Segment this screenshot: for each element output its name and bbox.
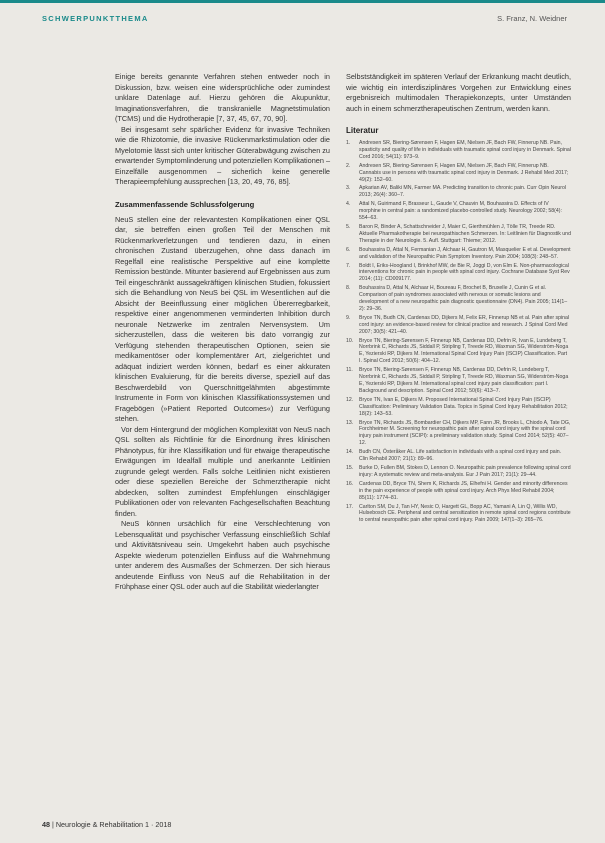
literature-heading: Literatur: [346, 126, 379, 135]
reference-number: 6.: [346, 246, 351, 253]
reference-item: [346, 367, 571, 395]
right-column: [346, 72, 571, 526]
reference-number: 2.: [346, 162, 351, 169]
reference-item: [346, 449, 571, 463]
reference-number: 4.: [346, 201, 351, 208]
reference-item: [346, 140, 571, 161]
reference-number: 8.: [346, 285, 351, 292]
reference-number: 11.: [346, 367, 353, 374]
reference-number: 3.: [346, 185, 351, 192]
reference-text: Andresen SR, Biering-Sørensen F, Hagen EM, Nielsen JF, Bach FW, Finnerup NB. Pain, spasticity and quality of life in individuals with traumatic spinal cord injury in Denmark. Spinal Cord 2016; 54(11): 973–9.: [359, 140, 571, 160]
reference-list: [346, 140, 571, 524]
reference-number: 7.: [346, 262, 351, 269]
paragraph-summary-1: NeuS stellen eine der relevantesten Komplikationen einer QSL dar, sie betreffen einen großen Teil der Menschen mit Rückenmarkverletzungen und tendieren dazu, in einen chronischen Zustand überzugehen, ohne dass danach im Regelfall eine realistische Perspektive auf eine komplette Remission bestünde. Mitunter basierend auf Ergebnissen aus zum Teil eingeschränkt aussagekräftigen klinischen Studien, fokussiert sich die Behandlung von NeuS bei QSL im Wesentlichen auf die Absicht der Beeinflussung einer möglichen Übererregbarkeit, respektive einer angenommenen verminderten Inhibition durch neuronale Netzwerke im zentralen Nervensystem. Um sicherzustellen, dass die weiteren bis dato vorrangig zur Verfügung stehenden therapeutischen Optionen, seien sie medikamentöser oder komplementärer Art, zielgerichtet und adäquat indiziert werden können, bedarf es einer akkuraten klinischen Evaluierung, für die bereits diverse, speziell auf das Beschwerdebild von Querschnittgelähmten abgestimmte Instrumente in Form von klinischen Klassifikationssystemen und Fragebögen (»Patient Reported Outcomes«) zur Verfügung stehen.: [115, 214, 330, 423]
reference-number: 5.: [346, 223, 351, 230]
reference-item: [346, 420, 571, 448]
reference-number: 12.: [346, 396, 354, 403]
reference-item: [346, 163, 571, 184]
paragraph-summary-3: NeuS können ursächlich für eine Verschlechterung von Lebensqualität und psychischer Verfassung einschließlich Schlaf und Aktivitätsniveau sein. Umgekehrt haben auch psychische Aspekte wiederum potenziellen Einfluss auf die Wahrnehmung unter anderem des Ausmaßes der Schmerzen. Der sich hieraus andeutende Einfluss von NeuS auf die Rehabilitation in der Frühphase einer QSL oder auch auf die Stabilität wiederlangter: [115, 519, 330, 591]
reference-item: [346, 465, 571, 479]
reference-text: Bryce TN, Biering-Sørensen F, Finnerup NB, Cardenas DD, Defrin R, Ivan E, Lundeberg T, Norrbrink C, Richards JS, Siddall P, Stripling T, Treede RD, Waxman SG, Widerström-Noga E, Yezierski RP, Dijkers M. International Spinal Cord Injury Pain (ISCIP) Classification. Part I. Spinal Cord 2012; 50(6): 404–12.: [359, 337, 569, 365]
reference-item: [346, 285, 571, 313]
header-authors: S. Franz, N. Weidner: [497, 14, 567, 23]
reference-item: [346, 315, 571, 336]
paragraph-methods: Einige bereits genannte Verfahren stehen entweder noch in Diskussion, bzw. weisen eine widersprüchliche oder zumindest unklare Datenlage auf. Hierzu gehören die Akupunktur, Imaginationsverfahren, die transkranielle Magnetstimulation (TCMS) und die Hydrotherapie [7, 37, 45, 67, 70, 90].: [115, 72, 330, 123]
summary-heading: Zusammenfassende Schlussfolgerung: [115, 199, 255, 209]
reference-text: Bryce TN, Richards JS, Bombardier CH, Dijkers MP, Fann JR, Brooks L, Chiodo A, Tate DG, Forchheimer M. Screening for neuropathic pain after spinal cord injury with the spinal cord injury pain instrument (SCIPI): a preliminary validation study. Spinal Cord 2014; 52(5): 407–12.: [359, 419, 571, 447]
reference-item: [346, 481, 571, 502]
reference-number: 14.: [346, 449, 354, 456]
reference-item: [346, 504, 571, 525]
reference-text: Apkarian AV, Baliki MN, Farmer MA. Predicting transition to chronic pain. Curr Opin Neurol 2013; 26(4): 360–7.: [359, 185, 567, 199]
reference-item: [346, 201, 571, 222]
reference-item: [346, 397, 571, 418]
page-number: 48: [42, 820, 50, 829]
reference-item: [346, 263, 571, 284]
reference-item: [346, 224, 571, 245]
left-column: [115, 72, 330, 593]
paragraph-invasive: Bei insgesamt sehr spärlicher Evidenz für invasive Techniken wie die Rhizotomie, die invasive Rückenmarkstimulation oder die Myelotomie lässt sich unter kritischer Güterabwägung zwischen zu erwartender Symptomlinderung und potenziellen Komplikationen – Einzelfälle ausgenommen – sicherlich keine generelle Therapieempfehlung aussprechen [13, 20, 49, 76, 85].: [115, 124, 330, 186]
header-section-title: SCHWERPUNKTTHEMA: [42, 14, 149, 23]
reference-item: [346, 185, 571, 199]
journal-name: | Neurologie & Rehabilitation 1 · 2018: [52, 820, 172, 829]
reference-number: 10.: [346, 337, 354, 344]
header-rule: [0, 0, 605, 3]
reference-number: 16.: [346, 480, 354, 487]
reference-text: Bryce TN, Biering-Sørensen F, Finnerup NB, Cardenas DD, Defrin R, Lundeberg T, Norrbrink C, Richards JS, Siddall P, Stripling T, Treede RD, Waxman SG, Widerström-Noga E, Yezierski RP, Dijkers M. International spinal cord injury pain classification: part I. Background and description. Spinal Cord 2012; 50(6): 413–7.: [359, 367, 569, 394]
reference-text: Baron R, Binder A, Schattschneider J, Maier C, Gierthmühlen J, Tölle TR, Treede RD. Aktuelle Pharmakotherapie bei neuropathischen Schmerzen. In: Leitlinien für Diagnostik und Therapie in der Neurologie. 5. Aufl. Stuttgart: Thieme; 2012.: [359, 223, 571, 244]
reference-text: Bouhassira D, Attal N, Fermanian J, Alchaar H, Gautron M, Masquelier E et al. Development and validation of the Neuropathic Pain Symptom Inventory. Pain 2004; 108(3): 248–57.: [359, 246, 571, 260]
reference-number: 15.: [346, 464, 354, 471]
reference-text: Bryce TN, Ivan E, Dijkers M. Proposed International Spinal Cord Injury Pain (ISCIP) Classification: Preliminary Validation Data. Topics in Spinal Cord Injury Rehabilitation 2012; 18(2): 143–53.: [359, 396, 568, 417]
paragraph-summary-2: Vor dem Hintergrund der möglichen Komplexität von NeuS nach QSL sollten als Richtlinie für die Einordnung ihres klinischen Phänotypus, für ihre Klassifikation und für etwaige therapeutische Erwägungen im Idealfall multiple und anerkannte Leitlinien zugrunde gelegt werden. Falls solche Leitlinien nicht existieren oder diese speziellen Bereiche der Schmerztherapie nicht abdecken, sollten zumindest Empfehlungen einschlägiger Publikationen oder von relevanten Fachgesellschaften Beachtung finden.: [115, 424, 330, 518]
paragraph-continuation: Selbstständigkeit im späteren Verlauf der Erkrankung macht deutlich, wie wichtig ein interdisziplinäres Vorgehen zur Entwicklung eines ergebnisreich multimodalen Therapiekonzepts, unter Umständen auch in einem schmerztherapeutischen Zentrum, werden kann.: [346, 72, 571, 113]
reference-text: Boldt I, Eriks-Hoogland I, Brinkhof MW, de Bie R, Joggi D, von Elm E. Non-pharmacological interventions for chronic pain in people with spinal cord injury. Cochrane Database Syst Rev 2014; (11): CD009177.: [359, 262, 570, 283]
reference-number: 13.: [346, 419, 354, 426]
reference-text: Burke D, Fullen BM, Stokes D, Lennon O. Neuropathic pain prevalence following spinal cord injury: A systematic review and meta-analysis. Eur J Pain 2017; 21(1): 29–44.: [359, 464, 571, 478]
reference-text: Carlton SM, Du J, Tan HY, Nesic O, Hargett GL, Bopp AC, Yamani A, Lin Q, Willis WD, Hulsebosch CE. Peripheral and central sensitization in remote spinal cord regions contribute to central neuropathic pain after spinal cord injury. Pain 2009; 147(1–3): 265–76.: [359, 503, 571, 524]
reference-text: Bryce TN, Budh CN, Cardenas DD, Dijkers M, Felix ER, Finnerup NB et al. Pain after spinal cord injury: an evidence-based review for clinical practice and research. J Spinal Cord Med 2007; 30(5): 421–40.: [359, 314, 570, 335]
reference-text: Budh CN, Österåker AL. Life satisfaction in individuals with a spinal cord injury and pain. Clin Rehabil 2007; 21(1): 89–96.: [359, 449, 562, 463]
reference-text: Cardenas DD, Bryce TN, Shem K, Richards JS, Elhefni H. Gender and minority differences in the pain experience of people with spinal cord injury. Arch Phys Med Rehabil 2004; 85(11): 1774–81.: [359, 480, 568, 501]
reference-item: [346, 338, 571, 366]
reference-number: 1.: [346, 140, 351, 146]
reference-text: Attal N, Guirimand F, Brasseur L, Gaude V, Chauvin M, Bouhassira D. Effects of IV morphine in central pain: a randomized placebo-controlled study. Neurology 2002; 58(4): 554–63.: [359, 201, 562, 222]
reference-number: 17.: [346, 503, 354, 510]
footer: [42, 820, 171, 829]
reference-item: [346, 247, 571, 261]
reference-text: Bouhassira D, Attal N, Alchaar H, Boureau F, Brochet B, Bruxelle J, Cunin G et al. Comparison of pain syndromes associated with nervous or somatic lesions and development of a new neuropathic pain diagnostic questionnaire (DN4). Pain 2005; 114(1–2): 29–36.: [359, 285, 568, 312]
reference-text: Andresen SR, Biering-Sørensen F, Hagen EM, Nielsen JF, Bach FW, Finnerup NB. Cannabis use in persons with traumatic spinal cord injury in Denmark. J Rehabil Med 2017; 49(2): 152–60.: [359, 162, 569, 183]
reference-number: 9.: [346, 314, 351, 321]
